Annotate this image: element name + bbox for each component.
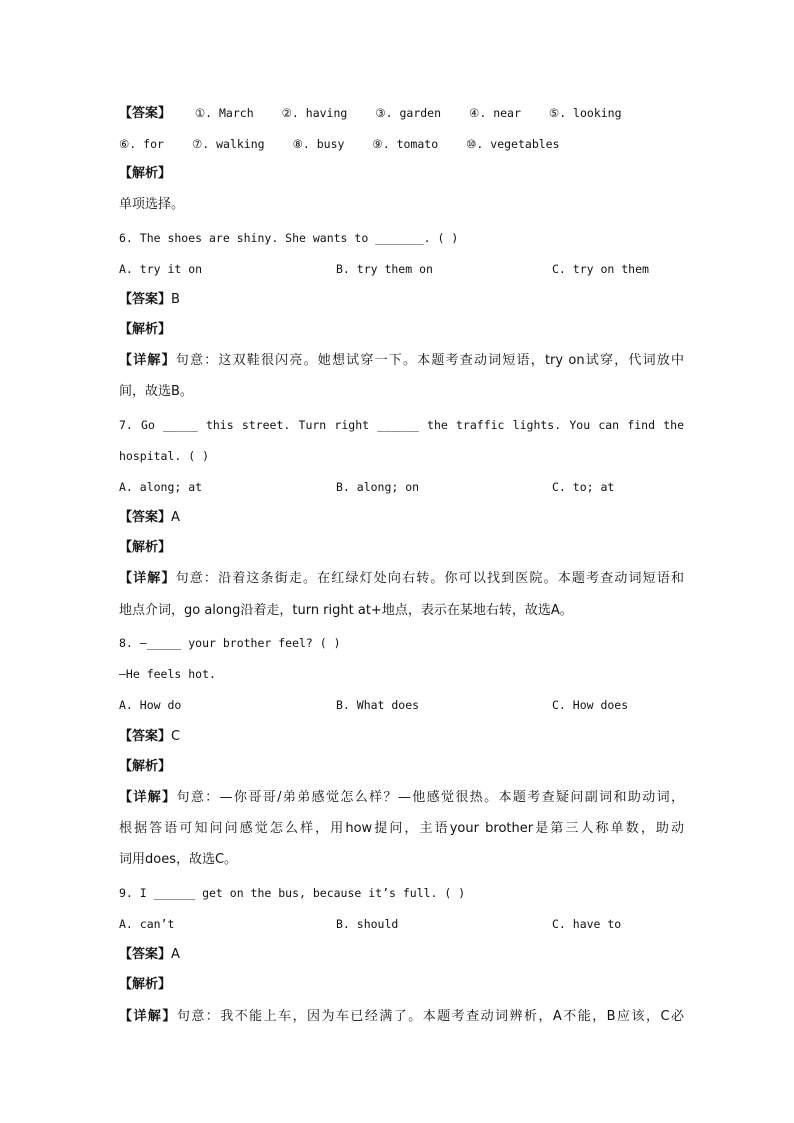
detail-line: 【详解】句意：—你哥哥/弟弟感觉怎么样？—他感觉很热。本题考查疑问副词和助动词， <box>119 790 684 805</box>
answer-tag: 【答案】 <box>119 729 172 744</box>
detail-tag: 【详解】 <box>119 1009 177 1024</box>
analysis-tag: 【解析】 <box>119 540 172 555</box>
detail-line: 间，故选B。 <box>119 384 193 399</box>
question-8-answer <box>119 725 684 747</box>
analysis-tag: 【解析】 <box>119 759 172 774</box>
question-8-options <box>119 694 684 716</box>
answer-tag: 【答案】 <box>119 510 172 525</box>
question-9-answer <box>119 943 684 965</box>
detail-tag: 【详解】 <box>119 353 176 368</box>
question-6-options <box>119 258 684 280</box>
blank-answer: ①. March <box>194 106 254 120</box>
option-b: B. should <box>336 917 399 931</box>
question-9-options <box>119 913 684 935</box>
detail-line: 【详解】句意：这双鞋很闪亮。她想试穿一下。本题考查动词短语，try on试穿，代词放中 <box>119 353 684 368</box>
option-a: A. can’t <box>119 917 175 931</box>
blank-answer: ⑥. for <box>119 137 164 151</box>
blank-answer: ②. having <box>281 106 348 120</box>
answer-row-1 <box>119 102 684 124</box>
answer-value: A <box>171 510 180 525</box>
detail-line: 根据答语可知问问感觉怎么样，用how提问，主语your brother是第三人称单数，助动 <box>119 821 684 836</box>
question-6-answer <box>119 288 684 310</box>
blank-answer: ⑦. walking <box>191 137 265 151</box>
blank-answer: ⑤. looking <box>548 106 622 120</box>
question-8-reply: —He feels hot. <box>119 667 216 681</box>
answer-tag: 【答案】 <box>119 947 172 962</box>
option-b: B. along; on <box>336 480 420 494</box>
option-a: A. try it on <box>119 262 203 276</box>
option-c: C. try on them <box>552 262 649 276</box>
option-c: C. to; at <box>552 480 615 494</box>
detail-line: 【详解】句意：我不能上车，因为车已经满了。本题考查动词辨析，A不能，B应该，C必 <box>119 1009 684 1024</box>
detail-line: 【详解】句意：沿着这条街走。在红绿灯处向右转。你可以找到医院。本题考查动词短语和 <box>119 571 684 586</box>
detail-tag: 【详解】 <box>119 790 177 805</box>
answer-value: A <box>171 947 180 962</box>
option-c: C. have to <box>552 917 622 931</box>
blank-answer: ④. near <box>469 106 521 120</box>
blank-answer: ⑩. vegetables <box>466 137 560 151</box>
question-7-answer <box>119 506 684 528</box>
answer-value: B <box>171 292 180 307</box>
blank-answer: ⑨. tomato <box>372 137 439 151</box>
question-6: 6. The shoes are shiny. She wants to _______. ( ) <box>119 231 459 245</box>
question-8: 8. —_____ your brother feel? ( ) <box>119 636 341 650</box>
detail-tag: 【详解】 <box>119 571 176 586</box>
analysis-tag: 【解析】 <box>119 977 172 992</box>
option-c: C. How does <box>552 698 629 712</box>
detail-line: 地点介词，go along沿着走，turn right at+地点，表示在某地右转，故选A。 <box>119 603 573 618</box>
question-7: 7. Go _____ this street. Turn right ______ the traffic lights. You can find the <box>119 418 684 432</box>
answer-value: C <box>171 729 181 744</box>
question-7-options <box>119 476 684 498</box>
option-b: B. What does <box>336 698 420 712</box>
option-a: A. How do <box>119 698 182 712</box>
question-7-cont: hospital. ( ) <box>119 449 210 463</box>
answer-row-2 <box>119 133 684 155</box>
analysis-tag: 【解析】 <box>119 166 172 181</box>
question-9: 9. I ______ get on the bus, because it’s full. ( ) <box>119 886 466 900</box>
blank-answer: ⑧. busy <box>292 137 345 151</box>
option-a: A. along; at <box>119 480 203 494</box>
detail-line: 词用does，故选C。 <box>119 852 238 867</box>
answer-tag: 【答案】 <box>119 292 172 307</box>
option-b: B. try them on <box>336 262 433 276</box>
analysis-tag: 【解析】 <box>119 322 172 337</box>
analysis-text: 单项选择。 <box>119 197 185 212</box>
blank-answer: ③. garden <box>375 106 442 120</box>
answer-tag: 【答案】 <box>119 106 172 121</box>
